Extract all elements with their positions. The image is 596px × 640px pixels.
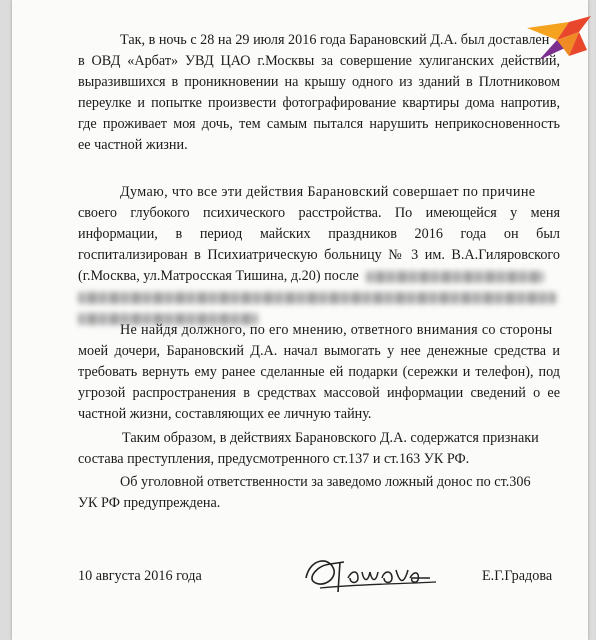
document-page: [12, 0, 588, 640]
text-line: УК РФ предупреждена.: [78, 495, 221, 511]
text-fragment: (г.Москва, ул.Матросская Тишина, д.20) после: [78, 268, 359, 284]
text-line: госпитализирован в Психиатрическую больницу № 3 им. В.А.Гиляровского: [78, 247, 560, 263]
text-line: Таким образом, в действиях Барановского Д.А. содержатся признаки: [122, 430, 539, 446]
text-line: где проживает моя дочь, тем самым пытался нарушить неприкосновенность: [78, 116, 560, 132]
text-line: требовать вернуть ему ранее сделанные ей подарки (сережки и телефон), под: [78, 364, 560, 380]
text-line: своего глубокого психического расстройства. По имеющейся у меня: [78, 205, 560, 221]
text-line: ее частной жизни.: [78, 137, 188, 153]
paragraph-5: [78, 472, 560, 514]
document-date: 10 августа 2016 года: [78, 568, 202, 584]
text-line: Так, в ночь с 28 на 29 июля 2016 года Барановский Д.А. был доставлен: [120, 32, 550, 48]
text-line: информации, в период майских праздников 2016 года он был: [78, 226, 560, 242]
paragraph-3: [78, 320, 560, 425]
text-line: [78, 266, 560, 287]
text-line: частной жизни, составляющих ее личную тайну.: [78, 406, 372, 422]
text-line: состава преступления, предусмотренного ст.137 и ст.163 УК РФ.: [78, 451, 470, 467]
text-line: моей дочери, Барановский Д.А. начал вымогать у нее денежные средства и: [78, 343, 560, 359]
paragraph-2: [78, 182, 560, 329]
text-line: Об уголовной ответственности за заведомо ложный донос по ст.306: [120, 474, 531, 490]
paragraph-4: [78, 428, 560, 470]
signatory-name: Е.Г.Градова: [482, 568, 553, 584]
text-line: угрозой распространения в средствах массовой информации сведений о ее: [78, 385, 560, 401]
text-line: [78, 287, 560, 308]
text-line: Думаю, что все эти действия Барановский совершает по причине: [120, 184, 536, 200]
paragraph-1: [78, 30, 560, 156]
text-line: в ОВД «Арбат» УВД ЦАО г.Москвы за совершение хулиганских действий,: [78, 53, 560, 69]
text-line: переулке и попытке произвести фотографирование квартиры дома напротив,: [78, 95, 560, 111]
text-line: выразившихся в проникновении на крышу одного из зданий в Плотниковом: [78, 74, 560, 90]
text-line: Не найдя должного, по его мнению, ответного внимания со стороны: [120, 322, 553, 338]
handwritten-signature: [300, 548, 440, 598]
redacted-text: [78, 292, 556, 304]
redacted-text: [366, 271, 544, 283]
